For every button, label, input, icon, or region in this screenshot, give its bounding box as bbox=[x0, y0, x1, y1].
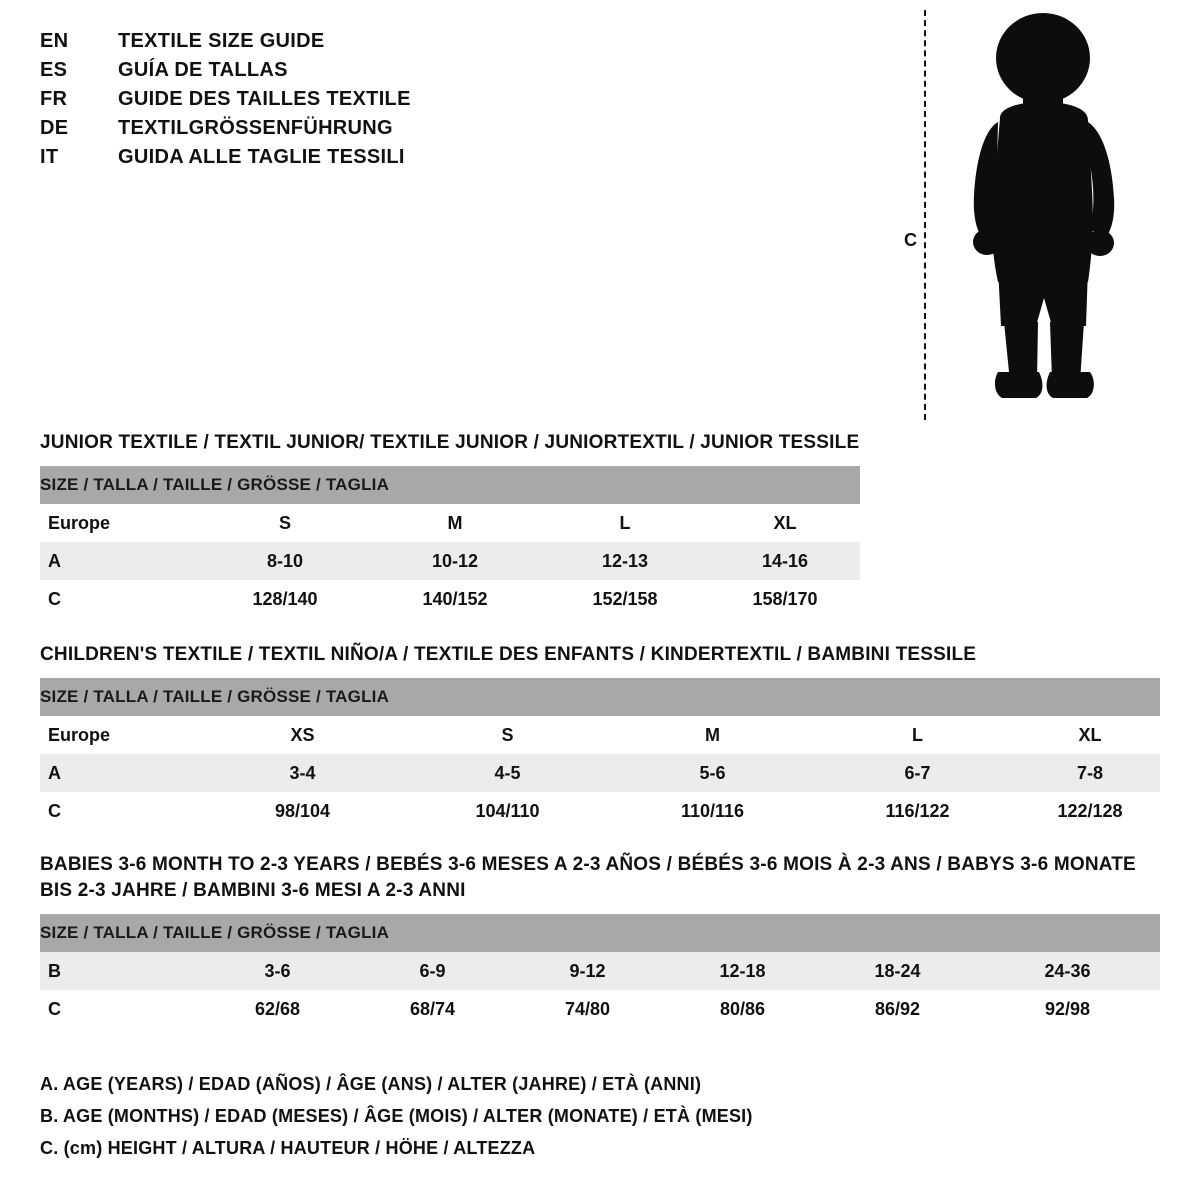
size-header-cell: M bbox=[610, 716, 815, 754]
table-cell: 62/68 bbox=[200, 990, 355, 1028]
size-header-cell: XL bbox=[710, 504, 860, 542]
table-row bbox=[40, 990, 1160, 1028]
language-title: TEXTILE SIZE GUIDE bbox=[118, 30, 325, 52]
section-babies bbox=[40, 852, 1160, 1028]
table-cell: 18-24 bbox=[820, 952, 975, 990]
size-header-cell: L bbox=[815, 716, 1020, 754]
language-row bbox=[40, 146, 600, 175]
language-row bbox=[40, 30, 600, 59]
legend-line-a: A. AGE (YEARS) / EDAD (AÑOS) / ÂGE (ANS) / ALTER (JAHRE) / ETÀ (ANNI) bbox=[40, 1074, 702, 1094]
section-title: JUNIOR TEXTILE / TEXTIL JUNIOR/ TEXTILE JUNIOR / JUNIORTEXTIL / JUNIOR TESSILE bbox=[40, 432, 860, 453]
junior-size-table bbox=[40, 466, 860, 618]
band-label: SIZE / TALLA / TAILLE / GRÖSSE / TAGLIA bbox=[40, 914, 1160, 952]
section-junior bbox=[40, 430, 1160, 618]
band-label: SIZE / TALLA / TAILLE / GRÖSSE / TAGLIA bbox=[40, 678, 1160, 716]
size-header-cell: L bbox=[540, 504, 710, 542]
size-header-cell: S bbox=[200, 504, 370, 542]
table-cell: 24-36 bbox=[975, 952, 1160, 990]
row-label: C bbox=[40, 580, 200, 618]
height-marker-label: C bbox=[900, 228, 921, 253]
size-header-cell: S bbox=[405, 716, 610, 754]
table-cell: 4-5 bbox=[405, 754, 610, 792]
row-label: C bbox=[40, 792, 200, 830]
table-cell: 6-7 bbox=[815, 754, 1020, 792]
table-cell: 128/140 bbox=[200, 580, 370, 618]
row-label: B bbox=[40, 952, 200, 990]
table-cell: 12-18 bbox=[665, 952, 820, 990]
legend-line-b: B. AGE (MONTHS) / EDAD (MESES) / ÂGE (MOIS) / ALTER (MONATE) / ETÀ (MESI) bbox=[40, 1106, 753, 1126]
table-cell: 80/86 bbox=[665, 990, 820, 1028]
legend-block bbox=[40, 1068, 1160, 1164]
language-code: ES bbox=[40, 59, 68, 81]
table-row bbox=[40, 952, 1160, 990]
language-title: TEXTILGRÖSSENFÜHRUNG bbox=[118, 117, 393, 139]
table-cell: 6-9 bbox=[355, 952, 510, 990]
table-cell: 5-6 bbox=[610, 754, 815, 792]
table-cell: 3-6 bbox=[200, 952, 355, 990]
table-row bbox=[40, 754, 1160, 792]
language-code: DE bbox=[40, 117, 69, 139]
language-title: GUÍA DE TALLAS bbox=[118, 59, 288, 81]
language-row bbox=[40, 88, 600, 117]
table-cell: 116/122 bbox=[815, 792, 1020, 830]
section-title: BABIES 3-6 MONTH TO 2-3 YEARS / BEBÉS 3-6 MESES A 2-3 AÑOS / BÉBÉS 3-6 MOIS À 2-3 ANS / BABYS 3-6 MONATE BIS 2-3 JAHRE / BAMBINI 3-6 MESI A 2-3 ANNI bbox=[40, 854, 1136, 901]
language-code: IT bbox=[40, 146, 59, 168]
table-cell: 104/110 bbox=[405, 792, 610, 830]
table-band-row bbox=[40, 466, 860, 504]
section-title: CHILDREN'S TEXTILE / TEXTIL NIÑO/A / TEXTILE DES ENFANTS / KINDERTEXTIL / BAMBINI TESSILE bbox=[40, 644, 977, 665]
language-title: GUIDA ALLE TAGLIE TESSILI bbox=[118, 146, 405, 168]
table-cell: 12-13 bbox=[540, 542, 710, 580]
babies-size-table bbox=[40, 914, 1160, 1028]
height-marker bbox=[900, 10, 940, 420]
table-band-row bbox=[40, 678, 1160, 716]
row-label: A bbox=[40, 542, 200, 580]
language-code: FR bbox=[40, 88, 68, 110]
language-row bbox=[40, 117, 600, 146]
header-region-label: Europe bbox=[40, 716, 200, 754]
language-title: GUIDE DES TAILLES TEXTILE bbox=[118, 88, 411, 110]
child-figure-area bbox=[900, 10, 1140, 420]
table-row bbox=[40, 542, 860, 580]
child-silhouette-icon bbox=[940, 10, 1140, 425]
table-cell: 92/98 bbox=[975, 990, 1160, 1028]
header-region-label: Europe bbox=[40, 504, 200, 542]
section-children bbox=[40, 642, 1160, 830]
table-row bbox=[40, 580, 860, 618]
size-header-cell: XS bbox=[200, 716, 405, 754]
size-header-cell: XL bbox=[1020, 716, 1160, 754]
table-cell: 152/158 bbox=[540, 580, 710, 618]
children-size-table bbox=[40, 678, 1160, 830]
table-cell: 9-12 bbox=[510, 952, 665, 990]
table-cell: 68/74 bbox=[355, 990, 510, 1028]
table-cell: 158/170 bbox=[710, 580, 860, 618]
table-row bbox=[40, 792, 1160, 830]
table-cell: 110/116 bbox=[610, 792, 815, 830]
table-header-row bbox=[40, 504, 860, 542]
table-cell: 122/128 bbox=[1020, 792, 1160, 830]
table-cell: 7-8 bbox=[1020, 754, 1160, 792]
row-label: A bbox=[40, 754, 200, 792]
height-dashed-line bbox=[924, 10, 926, 420]
table-cell: 86/92 bbox=[820, 990, 975, 1028]
table-cell: 3-4 bbox=[200, 754, 405, 792]
row-label: C bbox=[40, 990, 200, 1028]
table-cell: 10-12 bbox=[370, 542, 540, 580]
table-band-row bbox=[40, 914, 1160, 952]
table-cell: 98/104 bbox=[200, 792, 405, 830]
table-cell: 8-10 bbox=[200, 542, 370, 580]
language-code: EN bbox=[40, 30, 69, 52]
legend-line-c: C. (cm) HEIGHT / ALTURA / HAUTEUR / HÖHE / ALTEZZA bbox=[40, 1138, 536, 1158]
table-cell: 140/152 bbox=[370, 580, 540, 618]
size-header-cell: M bbox=[370, 504, 540, 542]
band-label: SIZE / TALLA / TAILLE / GRÖSSE / TAGLIA bbox=[40, 466, 860, 504]
language-row bbox=[40, 59, 600, 88]
table-cell: 74/80 bbox=[510, 990, 665, 1028]
table-header-row bbox=[40, 716, 1160, 754]
language-title-block bbox=[40, 30, 600, 175]
table-cell: 14-16 bbox=[710, 542, 860, 580]
